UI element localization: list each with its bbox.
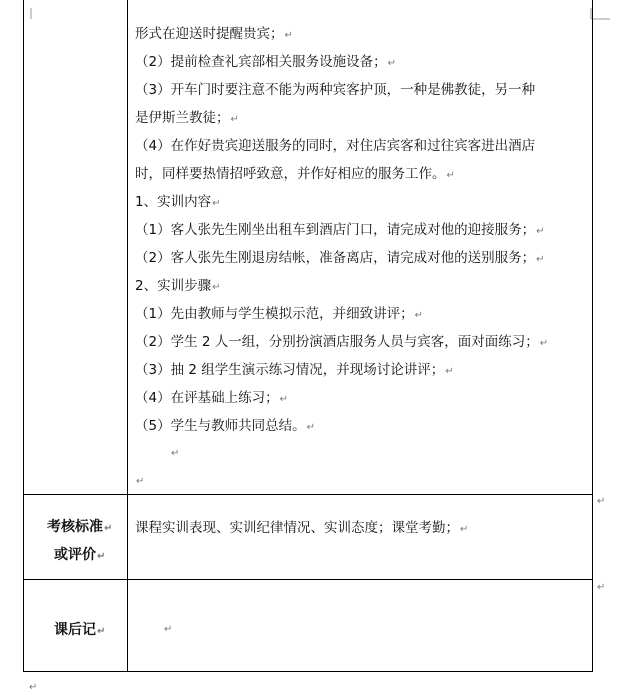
- content-line: 是伊斯兰教徒；↵: [135, 110, 239, 126]
- assessment-label-line2: 或评价↵: [54, 547, 106, 563]
- content-line: 时，同样要热情招呼致意，并作好相应的服务工作。↵: [135, 166, 455, 182]
- row-end-mark: ↵: [597, 582, 606, 593]
- content-line: （4）在评基础上练习；↵: [135, 390, 288, 406]
- content-line: （3）开车门时要注意不能为两种宾客护顶，一种是佛教徒，另一种: [135, 82, 536, 98]
- table-border-right: [592, 0, 593, 672]
- table-border-left: [23, 0, 24, 672]
- content-line: （3）抽 2 组学生演示练习情况，并现场讨论讲评；↵: [135, 362, 454, 378]
- content-line: （1）先由教师与学生模拟示范，并细致讲评；↵: [135, 306, 423, 322]
- afterclass-empty-cell: ↵: [164, 624, 173, 635]
- assessment-label: 考核标准↵: [47, 519, 113, 535]
- content-line: （2）提前检查礼宾部相关服务设施设备；↵: [135, 54, 396, 70]
- content-line: （4）在作好贵宾迎送服务的同时，对住店宾客和过往宾客进出酒店: [135, 138, 536, 154]
- afterclass-label: 课后记↵: [54, 622, 106, 638]
- content-line: （5）学生与教师共同总结。↵: [135, 418, 315, 434]
- content-line: 1、实训内容↵: [135, 194, 221, 210]
- row-divider-1: [23, 494, 593, 495]
- content-line: 2、实训步骤↵: [135, 278, 221, 294]
- empty-paragraph: ↵: [136, 476, 145, 487]
- content-line: （2）学生 2 人一组，分别扮演酒店服务人员与宾客，面对面练习；↵: [135, 334, 549, 350]
- empty-paragraph: ↵: [171, 448, 180, 459]
- table-border-bottom: [23, 671, 593, 672]
- document-end-mark: ↵: [29, 682, 38, 693]
- table-border-middle: [127, 0, 128, 672]
- content-line: （1）客人张先生刚坐出租车到酒店门口，请完成对他的迎接服务；↵: [135, 222, 545, 238]
- row-divider-2: [23, 579, 593, 580]
- assessment-text: 课程实训表现、实训纪律情况、实训态度；课堂考勤；↵: [135, 520, 469, 536]
- crop-mark-top-right: [590, 8, 612, 20]
- content-line: （2）客人张先生刚退房结帐，准备离店，请完成对他的送别服务；↵: [135, 250, 545, 266]
- content-line: 形式在迎送时提醒贵宾；↵: [135, 26, 293, 42]
- row-end-mark: ↵: [597, 496, 606, 507]
